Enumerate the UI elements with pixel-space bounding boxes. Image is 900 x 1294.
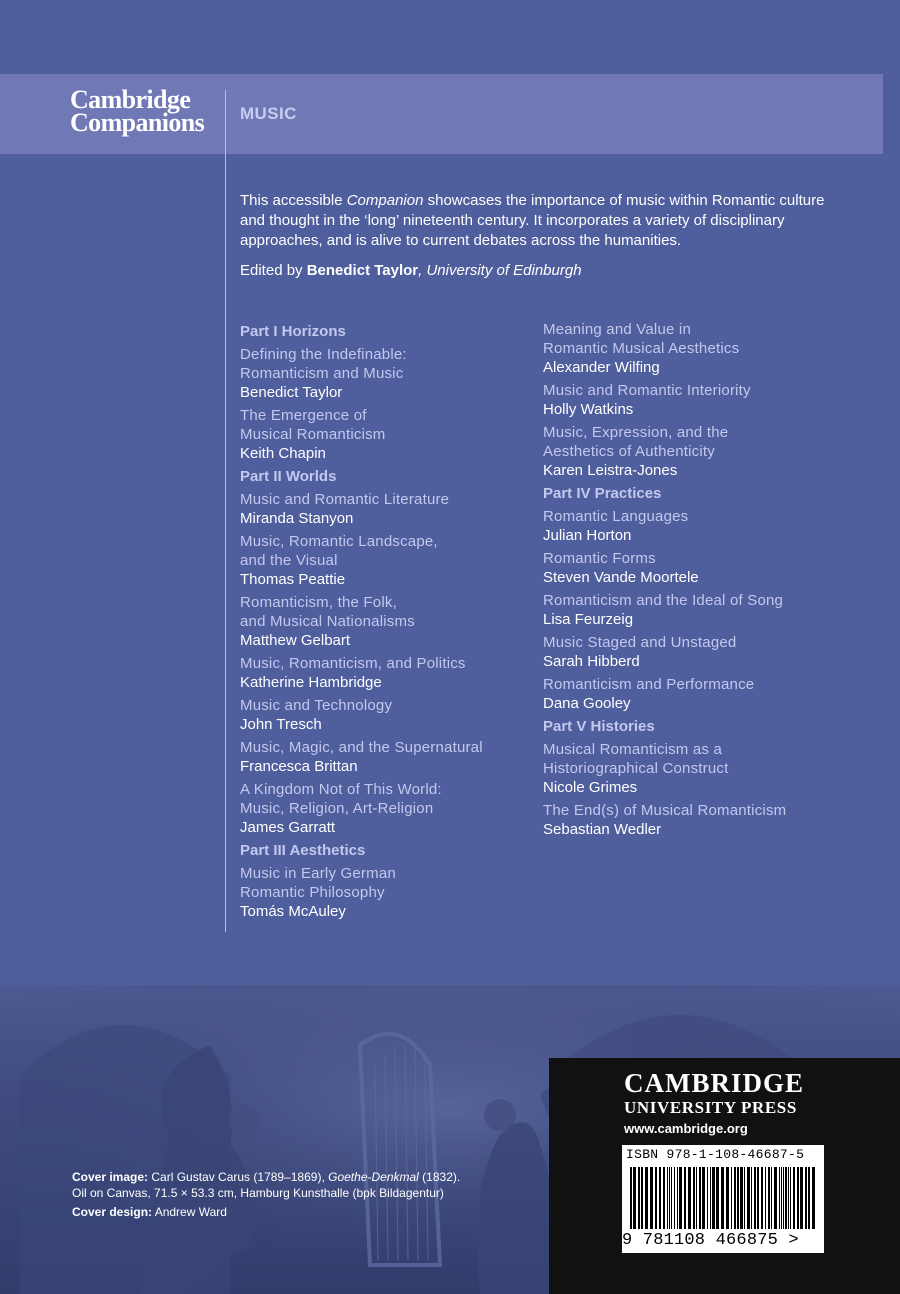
publisher-name: CAMBRIDGE — [624, 1068, 805, 1098]
barcode-icon — [630, 1167, 816, 1229]
isbn-label: ISBN 978-1-108-46687-5 — [626, 1147, 805, 1162]
chapter-title-line: Romantic Musical Aesthetics — [543, 340, 740, 357]
chapter-title-line: Music in Early German — [240, 865, 396, 882]
description-blurb — [240, 191, 840, 251]
cover-image-text-2: (1832). — [418, 1170, 461, 1184]
chapter-title-line: Romanticism and Music — [240, 365, 404, 382]
chapter-entry — [240, 345, 540, 402]
chapter-author: Katherine Hambridge — [240, 674, 382, 691]
chapter-author: Nicole Grimes — [543, 779, 638, 796]
chapter-author: Sarah Hibberd — [543, 653, 640, 670]
chapter-entry — [543, 740, 843, 797]
cover-image-italic: Goethe-Denkmal — [328, 1170, 419, 1184]
cover-image-line-2: Oil on Canvas, 71.5 × 53.3 cm, Hamburg Kunsthalle (bpk Bildagentur) — [72, 1186, 444, 1200]
chapter-author: Alexander Wilfing — [543, 359, 660, 376]
part-heading: Part I Horizons — [240, 323, 346, 340]
blurb-after: showcases the importance of music within Romantic culture and thought in the ‘long’ nineteenth century. It incorporates a variety of disciplinary approaches, and is alive to current debates across the humanities. — [240, 192, 825, 249]
chapter-author: Benedict Taylor — [240, 384, 343, 401]
chapter-author: Holly Watkins — [543, 401, 634, 418]
part-heading: Part IV Practices — [543, 485, 662, 502]
chapter-entry — [240, 490, 540, 528]
chapter-title-line: Music, Romanticism, and Politics — [240, 655, 466, 672]
chapter-title-line: Music, Expression, and the — [543, 424, 729, 441]
chapter-entry — [240, 738, 540, 776]
part-heading: Part II Worlds — [240, 468, 337, 485]
chapter-title-line: Music Staged and Unstaged — [543, 634, 737, 651]
chapter-title-line: The Emergence of — [240, 407, 367, 424]
chapter-author: Tomás McAuley — [240, 903, 346, 920]
editor-prefix: Edited by — [240, 262, 307, 279]
chapter-entry — [543, 801, 843, 839]
chapter-entry — [240, 532, 540, 589]
chapter-entry — [240, 780, 540, 837]
chapter-author: Thomas Peattie — [240, 571, 346, 588]
chapter-title-line: Aesthetics of Authenticity — [543, 443, 715, 460]
barcode-digits: 9 781108 466875 > — [622, 1231, 799, 1250]
chapter-title-line: and Musical Nationalisms — [240, 613, 415, 630]
chapter-author: Sebastian Wedler — [543, 821, 662, 838]
chapter-author: John Tresch — [240, 716, 322, 733]
editor-name: Benedict Taylor — [306, 262, 419, 279]
chapter-title-line: Romantic Forms — [543, 550, 656, 567]
editor-affiliation: , University of Edinburgh — [418, 262, 582, 279]
part-heading: Part V Histories — [543, 718, 655, 735]
chapter-entry — [543, 591, 843, 629]
chapter-author: Miranda Stanyon — [240, 510, 354, 527]
chapter-title-line: Defining the Indefinable: — [240, 346, 407, 363]
chapter-title-line: Music, Religion, Art-Religion — [240, 800, 434, 817]
editor-line — [240, 261, 582, 281]
chapter-title-line: Musical Romanticism — [240, 426, 386, 443]
chapter-author: Julian Horton — [543, 527, 632, 544]
chapter-title-line: Music and Technology — [240, 697, 393, 714]
cover-image-text-1: Carl Gustav Carus (1789–1869), — [148, 1170, 329, 1184]
chapter-title-line: Historiographical Construct — [543, 760, 729, 777]
chapter-title-line: Romantic Philosophy — [240, 884, 385, 901]
publisher-url: www.cambridge.org — [624, 1121, 748, 1136]
cover-design-label: Cover design: — [72, 1205, 153, 1219]
chapter-author: Lisa Feurzeig — [543, 611, 634, 628]
chapter-title-line: Musical Romanticism as a — [543, 741, 723, 758]
chapter-entry — [543, 633, 843, 671]
chapter-author: Keith Chapin — [240, 445, 326, 462]
publisher-subtitle: UNIVERSITY PRESS — [624, 1098, 797, 1117]
contents-left-column — [240, 320, 540, 925]
chapter-title-line: The End(s) of Musical Romanticism — [543, 802, 787, 819]
chapter-title-line: Romanticism and the Ideal of Song — [543, 592, 784, 609]
chapter-author: Matthew Gelbart — [240, 632, 351, 649]
chapter-entry — [240, 406, 540, 463]
chapter-entry — [240, 696, 540, 734]
chapter-title-line: Music and Romantic Literature — [240, 491, 450, 508]
blurb-before: This accessible — [240, 192, 347, 209]
chapter-title-line: and the Visual — [240, 552, 338, 569]
chapter-author: Francesca Brittan — [240, 758, 358, 775]
part-heading: Part III Aesthetics — [240, 842, 366, 859]
publisher-block — [549, 1058, 900, 1294]
chapter-author: James Garratt — [240, 819, 336, 836]
chapter-author: Steven Vande Moortele — [543, 569, 699, 586]
chapter-entry — [543, 381, 843, 419]
chapter-entry — [240, 864, 540, 921]
chapter-entry — [240, 593, 540, 650]
barcode-box — [622, 1145, 824, 1253]
chapter-entry — [543, 675, 843, 713]
chapter-entry — [543, 507, 843, 545]
chapter-author: Dana Gooley — [543, 695, 631, 712]
chapter-title-line: Music and Romantic Interiority — [543, 382, 751, 399]
blurb-italic: Companion — [346, 192, 424, 209]
cambridge-companions-logo — [70, 85, 220, 137]
series-label: MUSIC — [240, 104, 297, 123]
chapter-title-line: A Kingdom Not of This World: — [240, 781, 442, 798]
cover-image-label: Cover image: — [72, 1170, 149, 1184]
vertical-rule — [225, 90, 226, 932]
contents-right-column — [543, 320, 843, 843]
chapter-entry — [543, 423, 843, 480]
chapter-entry — [543, 549, 843, 587]
cover-credits — [72, 1169, 542, 1220]
chapter-title-line: Meaning and Value in — [543, 321, 691, 338]
cover-design-text: Andrew Ward — [152, 1205, 227, 1219]
logo-line-2: Companions — [70, 108, 205, 137]
chapter-title-line: Romanticism and Performance — [543, 676, 755, 693]
chapter-title-line: Romanticism, the Folk, — [240, 594, 397, 611]
chapter-entry — [240, 654, 540, 692]
chapter-title-line: Music, Romantic Landscape, — [240, 533, 438, 550]
logo-line-1: Cambridge — [70, 85, 191, 114]
chapter-title-line: Romantic Languages — [543, 508, 689, 525]
chapter-author: Karen Leistra-Jones — [543, 462, 678, 479]
chapter-title-line: Music, Magic, and the Supernatural — [240, 739, 483, 756]
chapter-entry — [543, 320, 843, 377]
